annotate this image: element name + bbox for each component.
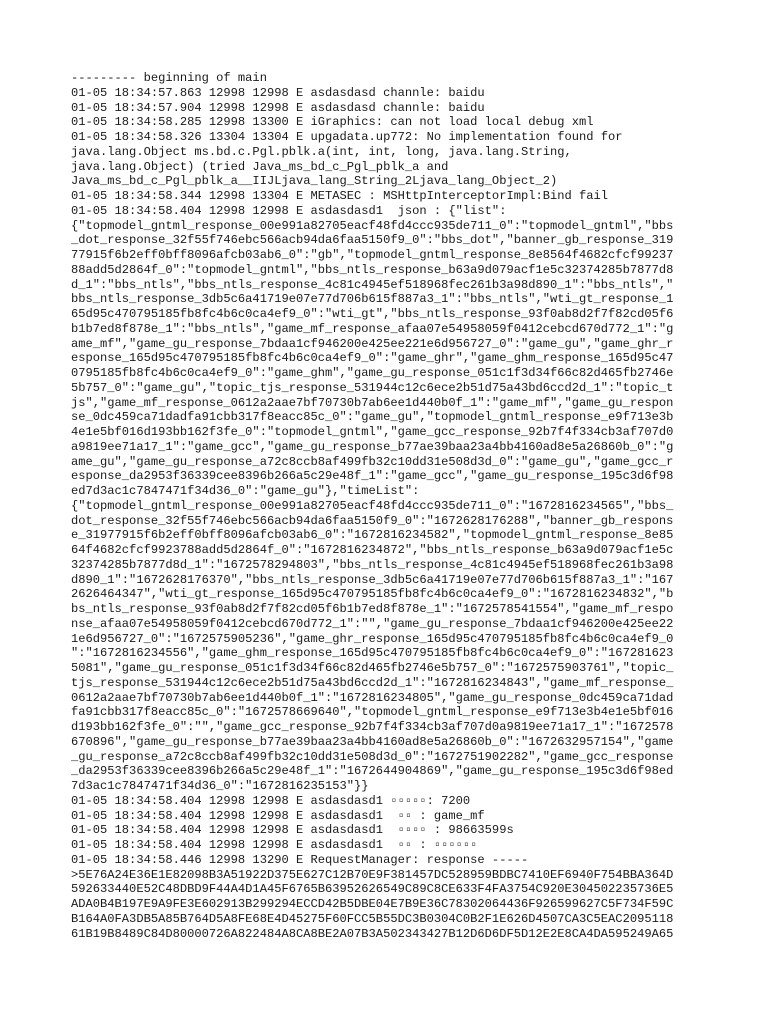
log-line: 61B19B8489C84D80000726A822484A8CA8BE2A07B3A502343427B12D6D6DF5D12E2E8CA4DA595249A65 [71, 926, 674, 941]
log-line: java.lang.Object) (tried Java_ms_bd_c_Pgl_pblk_a and [71, 159, 449, 174]
log-line: ed7d3ac1c7847471f34d36_0":"game_gu"},"timeList": [71, 484, 420, 498]
log-line: 5b757_0":"game_gu","topic_tjs_response_531944c12c6ece2b51d75a43bd6ccd2d_1":"topic_t [71, 380, 674, 395]
log-line: esponse_da2953f36339cee8396b266a5c29e48f_1":"game_gcc","game_gu_response_195c3d6f98 [71, 469, 674, 484]
log-line: _gu_response_a72c8ccb8af499fb32c10dd31e508d3d_0":"1672751902282","game_gcc_response [71, 749, 674, 764]
log-line: _da2953f36339cee8396b266a5c29e48f_1":"1672644904869","game_gu_response_195c3d6f98ed [71, 764, 674, 779]
log-line: tjs_response_531944c12c6ece2b51d75a43bd6ccd2d_1":"1672816234843","game_mf_response_ [71, 675, 674, 690]
log-line: ":"1672816234556","game_ghm_response_165d95c470795185fb8fc4b6c0ca4ef9_0":"167281623 [71, 646, 674, 661]
log-line: 01-05 18:34:58.326 13304 13304 E upgadata.up772: No implementation found for [71, 130, 623, 144]
log-line: 7d3ac1c7847471f34d36_0":"1672816235153"}} [71, 779, 369, 793]
log-line: fa91cbb317f8eacc85c_0":"1672578669640","topmodel_gntml_response_e9f713e3b4e1e5bf016 [71, 705, 674, 720]
log-line: 01-05 18:34:58.404 12998 12998 E asdasdasd1 json : {"list": [71, 203, 507, 218]
log-line: d_1":"bbs_ntls","bbs_ntls_response_4c81c4945ef518968fec261b3a98d890_1":"bbs_ntls"," [71, 277, 674, 292]
log-line: B164A0FA3DB5A85B764D5A8FE68E4D45275F60FCC5B55DC3B0304C0B2F1E626D4507CA3C5EAC2095118 [71, 911, 674, 926]
log-line: 01-05 18:34:58.446 12998 13290 E RequestManager: response ----- [71, 852, 529, 867]
log-line: 01-05 18:34:58.404 12998 12998 E asdasdasd1 ▫▫ : ▫▫▫▫▫▫ [71, 838, 478, 852]
log-line: ADA0B4B197E9A9FE3E602913B299294ECCD42B5DBE04E7B9E36C78302064436F926599627C5F734F59C [71, 897, 674, 911]
log-line: 2626464347","wti_gt_response_165d95c470795185fb8fc4b6c0ca4ef9_0":"1672816234832","b [71, 587, 674, 602]
log-line: a9819ee71a17_1":"game_gcc","game_gu_response_b77ae39baa23a4bb4160ad8e5a26860b_0":"g [71, 439, 674, 454]
log-line: dot_response_32f55f746ebc566acb94da6faa5150f9_0":"1672628176288","banner_gb_respons [71, 513, 674, 528]
log-line: 01-05 18:34:58.285 12998 13300 E iGraphics: can not load local debug xml [71, 115, 594, 130]
log-line: {"topmodel_gntml_response_00e991a82705eacf48fd4ccc935de711_0":"topmodel_gntml","bbs [71, 218, 674, 233]
log-line: d890_1":"1672628176370","bbs_ntls_response_3db5c6a41719e07e77d706b615f887a3_1":"167 [71, 572, 674, 587]
log-line: js","game_mf_response_0612a2aae7bf70730b7ab6ee1d440b0f_1":"game_mf","game_gu_respon [71, 395, 674, 410]
log-output [71, 71, 711, 941]
log-line: se_0dc459ca71dadfa91cbb317f8eacc85c_0":"game_gu","topmodel_gntml_response_e9f713e3b [71, 410, 674, 425]
log-line: 88add5d2864f_0":"topmodel_gntml","bbs_ntls_response_b63a9d079acf1e5c32374285b7877d8 [71, 262, 674, 277]
log-line: esponse_165d95c470795185fb8fc4b6c0ca4ef9_0":"game_ghr","game_ghm_response_165d95c47 [71, 351, 674, 366]
log-line: Java_ms_bd_c_Pgl_pblk_a__IIJLjava_lang_String_2Ljava_lang_Object_2) [71, 174, 558, 189]
log-line: 01-05 18:34:58.344 12998 13304 E METASEC : MSHttpInterceptorImpl:Bind fail [71, 189, 609, 203]
log-line: e_31977915f6b2eff0bff8096afcb03ab6_0":"1672816234582","topmodel_gntml_response_8e85 [71, 528, 674, 543]
log-line: bbs_ntls_response_3db5c6a41719e07e77d706b615f887a3_1":"bbs_ntls","wti_gt_response_1 [71, 292, 674, 307]
log-line: ame_gu","game_gu_response_a72c8ccb8af499fb32c10dd31e508d3d_0":"game_gu","game_gcc_r [71, 454, 674, 469]
log-line: bs_ntls_response_93f0ab8d2f7f82cd05f6b1b7ed8f878e_1":"1672578541554","game_mf_respo [71, 602, 674, 616]
log-line: d193bb162f3fe_0":"","game_gcc_response_92b7f4f334cb3af707d0a9819ee71a17_1":"1672578 [71, 720, 674, 734]
log-line: 1e6d956727_0":"1672575905236","game_ghr_response_165d95c470795185fb8fc4b6c0ca4ef9_0 [71, 631, 674, 646]
log-line: b1b7ed8f878e_1":"bbs_ntls","game_mf_response_afaa07e54958059f0412cebcd670d772_1":"g [71, 321, 674, 336]
log-line: _dot_response_32f55f746ebc566acb94da6faa5150f9_0":"bbs_dot","banner_gb_response_319 [71, 233, 674, 248]
log-line: 592633440E52C48DBD9F44A4D1A45F6765B63952626549C89C8CE633F4FA3754C920E304502235736E5 [71, 882, 674, 897]
log-line: 64f4682cfcf9923788add5d2864f_0":"1672816234872","bbs_ntls_response_b63a9d079acf1e5c [71, 543, 674, 557]
log-line: ame_mf","game_gu_response_7bdaa1cf946200e425ee221e6d956727_0":"game_gu","game_ghr_r [71, 336, 674, 351]
log-line: 01-05 18:34:58.404 12998 12998 E asdasdasd1 ▫▫▫▫▫: 7200 [71, 793, 471, 808]
log-line: 01-05 18:34:58.404 12998 12998 E asdasdasd1 ▫▫ : game_mf [71, 808, 485, 823]
log-line: 0612a2aae7bf70730b7ab6ee1d440b0f_1":"1672816234805","game_gu_response_0dc459ca71dad [71, 690, 674, 705]
log-line: {"topmodel_gntml_response_00e991a82705eacf48fd4ccc935de711_0":"1672816234565","bbs_ [71, 498, 674, 513]
log-line: 32374285b7877d8d_1":"1672578294803","bbs_ntls_response_4c81c4945ef518968fec261b3a98 [71, 557, 674, 572]
log-line: 65d95c470795185fb8fc4b6c0ca4ef9_0":"wti_gt","bbs_ntls_response_93f0ab8d2f7f82cd05f6 [71, 307, 674, 321]
log-line: 01-05 18:34:57.863 12998 12998 E asdasdasd channle: baidu [71, 85, 485, 100]
log-line: 5081","game_gu_response_051c1f3d34f66c82d465fb2746e5b757_0":"1672575903761","topic_ [71, 661, 674, 675]
log-line: 01-05 18:34:57.904 12998 12998 E asdasdasd channle: baidu [71, 100, 485, 115]
log-line: >5E76A24E36E1E82098B3A51922D375E627C12B70E9F381457DC528959BDBC7410EF6940F754BBA364D [71, 867, 674, 882]
log-line: 77915f6b2eff0bff8096afcb03ab6_0":"gb","topmodel_gntml_response_8e8564f4682cfcf99237 [71, 248, 674, 262]
log-line: 670896","game_gu_response_b77ae39baa23a4bb4160ad8e5a26860b_0":"1672632957154","game [71, 734, 674, 749]
log-line: 4e1e5bf016d193bb162f3fe_0":"topmodel_gntml","game_gcc_response_92b7f4f334cb3af707d0 [71, 425, 674, 439]
log-line: nse_afaa07e54958059f0412cebcd670d772_1":"","game_gu_response_7bdaa1cf946200e425ee22 [71, 616, 674, 631]
log-line: 0795185fb8fc4b6c0ca4ef9_0":"game_ghm","game_gu_response_051c1f3d34f66c82d465fb2746e [71, 366, 674, 380]
log-line: 01-05 18:34:58.404 12998 12998 E asdasdasd1 ▫▫▫▫ : 98663599s [71, 823, 514, 838]
log-line: --------- beginning of main [71, 71, 267, 85]
log-line: java.lang.Object ms.bd.c.Pgl.pblk.a(int, int, long, java.lang.String, [71, 144, 572, 159]
